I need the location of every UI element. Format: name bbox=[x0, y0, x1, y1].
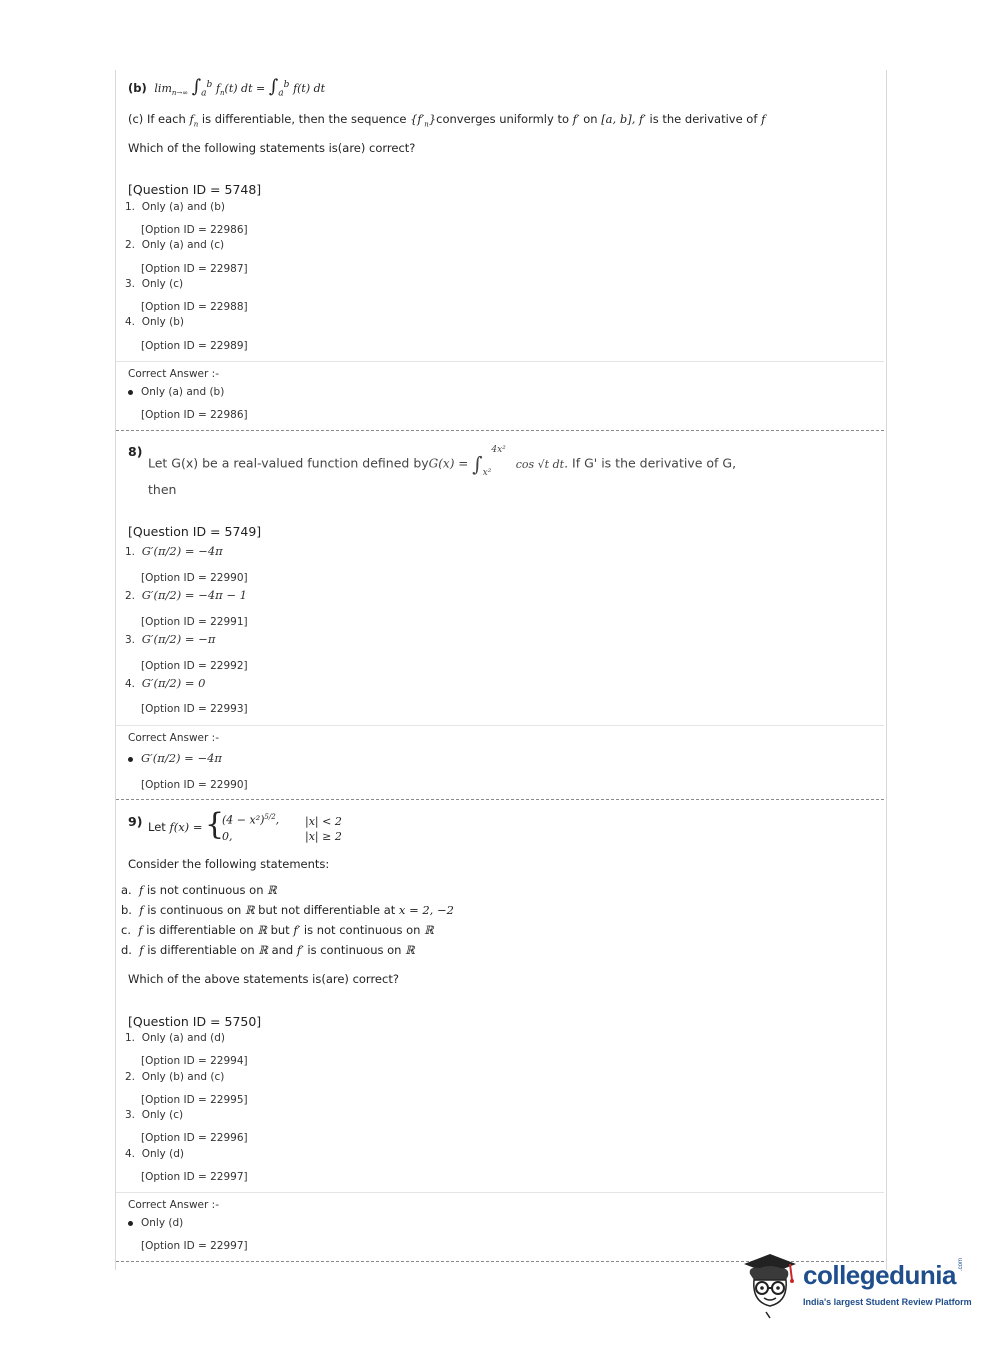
q7-correct-answer: Only (a) and (b) bbox=[128, 386, 224, 398]
q8-option-4-id: [Option ID = 22993] bbox=[141, 703, 248, 715]
q8-number: 8) bbox=[128, 444, 143, 459]
divider bbox=[116, 725, 884, 726]
collegedunia-mascot-icon bbox=[740, 1250, 800, 1320]
divider bbox=[116, 1192, 884, 1193]
q9-statement-c: c. f is differentiable on ℝ but f′ is not continuous on ℝ bbox=[121, 923, 434, 937]
q9-question-id: [Question ID = 5750] bbox=[128, 1014, 262, 1029]
q9-option-4-id: [Option ID = 22997] bbox=[141, 1171, 248, 1183]
q8-correct-id: [Option ID = 22990] bbox=[141, 779, 248, 791]
brand-tagline: India's largest Student Review Platform bbox=[803, 1297, 972, 1307]
q7-option-3-id: [Option ID = 22988] bbox=[141, 301, 248, 313]
bullet-icon bbox=[128, 390, 133, 395]
q7-part-c: (c) If each $f_n$ is differentiable, then the sequence $\{f'_n\}converges$ uniformly to f′ on [a, b], f′ is the derivative of f bbox=[128, 112, 766, 129]
q7-part-b: (b) $\lim_{n\to\infty} \int_a^b$ $f_n(t)$ dt = $\int_a^b$ f(t) dt bbox=[128, 76, 326, 99]
q9-number: 9) bbox=[128, 814, 143, 829]
q8-option-2-id: [Option ID = 22991] bbox=[141, 616, 248, 628]
q8-stem-then: then bbox=[148, 482, 177, 497]
q7-correct-label: Correct Answer :- bbox=[128, 368, 219, 380]
q9-option-1-id: [Option ID = 22994] bbox=[141, 1055, 248, 1067]
q9-correct-id: [Option ID = 22997] bbox=[141, 1240, 248, 1252]
bullet-icon bbox=[128, 757, 133, 762]
q9-case-1-condition: |x| < 2 bbox=[305, 815, 342, 828]
q9-option-3-id: [Option ID = 22996] bbox=[141, 1132, 248, 1144]
bullet-icon bbox=[128, 1221, 133, 1226]
question-separator bbox=[116, 430, 884, 431]
q9-option-2[interactable]: 2. Only (b) and (c) bbox=[125, 1071, 225, 1083]
q9-brace: { bbox=[205, 807, 225, 842]
q8-correct-answer: G′(π/2) = −4π bbox=[128, 751, 222, 765]
q7-option-4[interactable]: 4. Only (b) bbox=[125, 316, 184, 328]
q9-consider: Consider the following statements: bbox=[128, 857, 330, 871]
divider bbox=[116, 361, 884, 362]
q7-option-1-id: [Option ID = 22986] bbox=[141, 224, 248, 236]
q9-let: Let f(x) = bbox=[148, 820, 203, 834]
q8-option-2[interactable]: 2. G′(π/2) = −4π − 1 bbox=[125, 588, 247, 602]
q8-option-1[interactable]: 1. G′(π/2) = −4π bbox=[125, 544, 223, 558]
q9-correct-answer: Only (d) bbox=[128, 1217, 183, 1229]
brand-com: .com bbox=[958, 1257, 964, 1271]
q9-option-2-id: [Option ID = 22995] bbox=[141, 1094, 248, 1106]
q7-correct-id: [Option ID = 22986] bbox=[141, 409, 248, 421]
q9-statement-a: a. f is not continuous on ℝ bbox=[121, 883, 277, 897]
question-separator bbox=[116, 799, 884, 800]
q7-option-1[interactable]: 1. Only (a) and (b) bbox=[125, 201, 226, 213]
q8-stem: Let G(x) be a real-valued function defined $byG(x) = \int_{x^2}^{4x^2}$ cos √t dt. If G' is the derivative of G, bbox=[148, 445, 737, 478]
q8-option-1-id: [Option ID = 22990] bbox=[141, 572, 248, 584]
q8-option-3[interactable]: 3. G′(π/2) = −π bbox=[125, 632, 216, 646]
q9-option-4[interactable]: 4. Only (d) bbox=[125, 1148, 184, 1160]
q7-question-id: [Question ID = 5748] bbox=[128, 182, 262, 197]
q9-statement-d: d. f is differentiable on ℝ and f′ is continuous on ℝ bbox=[121, 943, 415, 957]
q9-case-2: 0, bbox=[222, 830, 233, 843]
q7-option-2-id: [Option ID = 22987] bbox=[141, 263, 248, 275]
q7-option-2[interactable]: 2. Only (a) and (c) bbox=[125, 239, 225, 251]
q9-option-3[interactable]: 3. Only (c) bbox=[125, 1109, 184, 1121]
q8-correct-label: Correct Answer :- bbox=[128, 732, 219, 744]
q8-option-3-id: [Option ID = 22992] bbox=[141, 660, 248, 672]
q9-case-1: $(4 - x^2)^{5/2}$, bbox=[222, 813, 280, 827]
q9-option-1[interactable]: 1. Only (a) and (d) bbox=[125, 1032, 226, 1044]
q9-correct-label: Correct Answer :- bbox=[128, 1199, 219, 1211]
q7-option-3[interactable]: 3. Only (c) bbox=[125, 278, 184, 290]
q8-option-4[interactable]: 4. G′(π/2) = 0 bbox=[125, 676, 206, 690]
q9-statement-b: b. f is continuous on ℝ but not differentiable at x = 2, −2 bbox=[121, 903, 454, 917]
q7-option-4-id: [Option ID = 22989] bbox=[141, 340, 248, 352]
q9-case-2-condition: |x| ≥ 2 bbox=[305, 830, 342, 843]
brand-name: collegedunia bbox=[803, 1260, 956, 1290]
q9-question: Which of the above statements is(are) correct? bbox=[128, 972, 399, 986]
q7-question: Which of the following statements is(are) correct? bbox=[128, 141, 416, 155]
q8-question-id: [Question ID = 5749] bbox=[128, 524, 262, 539]
